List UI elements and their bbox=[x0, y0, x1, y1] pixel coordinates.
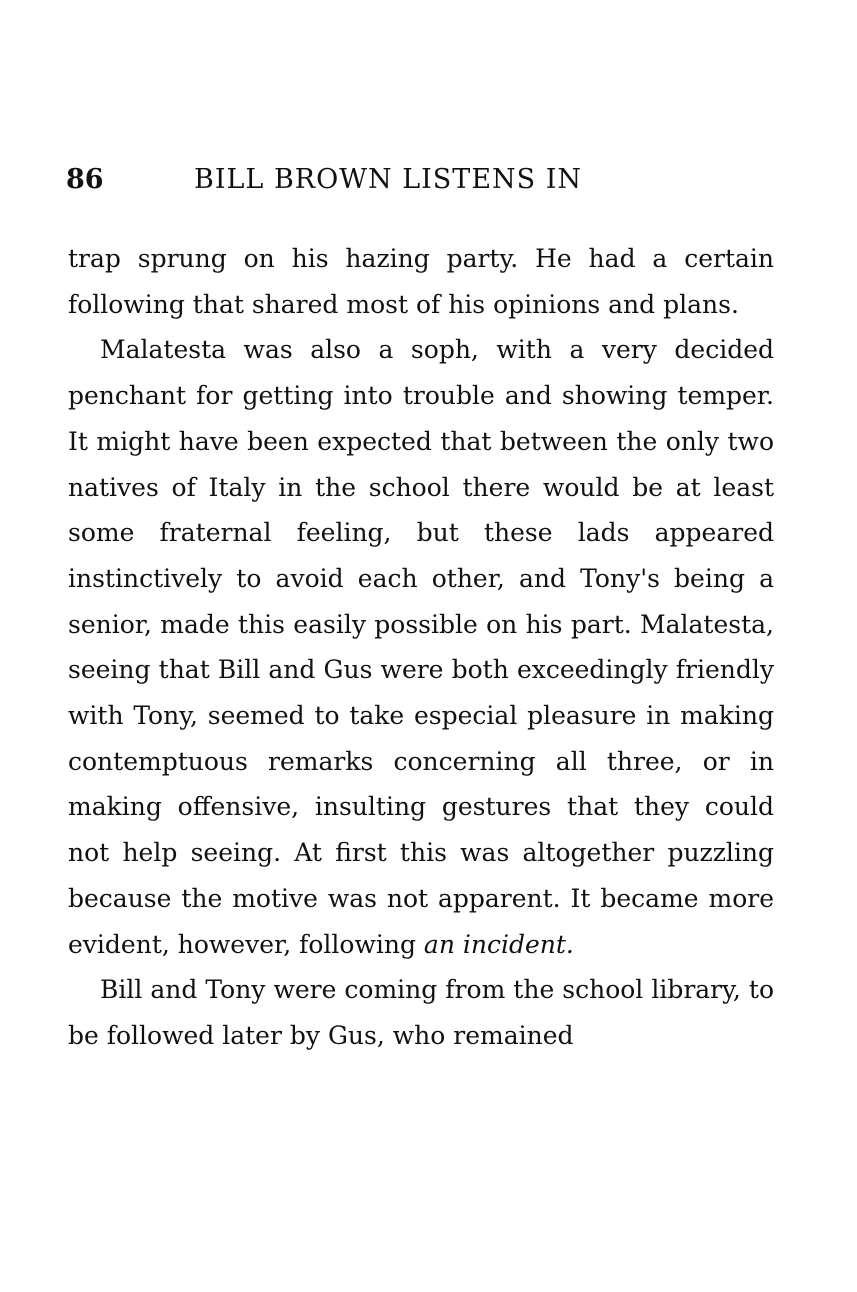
running-title: BILL BROWN LISTENS IN bbox=[194, 164, 583, 195]
paragraph-library: Bill and Tony were coming from the school library, to be followed later by Gus, who remained bbox=[68, 975, 774, 1050]
body-text bbox=[68, 236, 774, 1059]
page-number: 86 bbox=[66, 164, 104, 195]
paragraph-text: Malatesta was also a soph, with a very decided penchant for getting into trouble and showing temper. It might have been expected that between the only two natives of Italy in the school there would be at least some fraternal feeling, but these lads appeared instinctively to avoid each other, and Tony's being a senior, made this easily possible on his part. Malatesta, seeing that Bill and Gus were both exceedingly friendly with Tony, seemed to take especial pleasure in making contemptuous remarks concerning all three, or in making offensive, insulting gestures that they could not help seeing. At first this was altogether puzzling because the motive was not apparent. It became more evident, however, following bbox=[68, 335, 774, 959]
paragraph-continued: trap sprung on his hazing party. He had a certain following that shared most of his opinions and plans. bbox=[68, 244, 774, 319]
paragraph-malatesta bbox=[68, 327, 774, 967]
running-head bbox=[66, 160, 776, 200]
paragraph-italic-text: an incident. bbox=[423, 929, 574, 959]
